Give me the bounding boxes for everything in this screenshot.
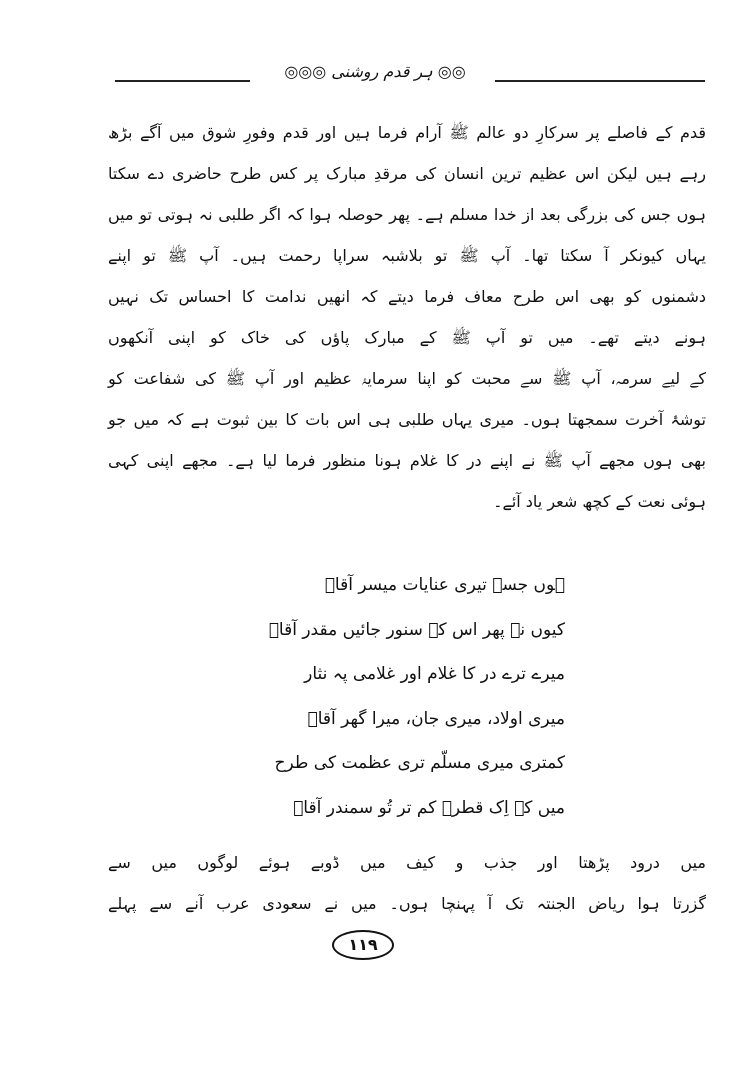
- poem-verse: میرے ترے در کا غلام اور غلامی پہ نثار: [304, 664, 565, 684]
- poem: [215, 563, 565, 830]
- text-line: رہے ہیں لیکن اس عظیم ترین انسان کی مرقدِ مبارک پر کس طرح حاضری دے سکتا: [108, 164, 706, 183]
- book-title: ہر قدم روشنی: [331, 62, 433, 81]
- header-rule-left: [115, 80, 250, 82]
- header-rule-right: [495, 80, 705, 82]
- text-line: قدم کے فاصلے پر سرکارِ دو عالم ﷺ آرام فرما ہیں اور قدم وفورِ شوق میں آگے بڑھ: [108, 123, 706, 142]
- text-line: میں درود پڑھتا اور جذب و کیف میں ڈوبے ہوئے لوگوں میں سے: [108, 853, 706, 872]
- poem-verse: کمتری میری مسلّم تری عظمت کی طرح: [274, 753, 565, 773]
- text-line: گزرتا ہوا ریاض الجنتہ تک آ پہنچا ہوں۔ میں نے سعودی عرب آنے سے پہلے: [108, 894, 706, 913]
- text-line: دشمنوں کو بھی اس طرح معاف فرما دیتے کہ انھیں ندامت کا احساس تک نہیں: [108, 287, 706, 306]
- poem-verse: ہوں جسے تیری عنایات میسر آقاؐ: [324, 575, 565, 595]
- text-line: ہونے دیتے تھے۔ میں تو آپ ﷺ کے مبارک پاؤں کی خاک کو اپنی آنکھوں: [108, 328, 706, 347]
- paragraph-1: [108, 112, 706, 522]
- paragraph-2: [108, 842, 706, 924]
- text-line: بھی ہوں مجھے آپ ﷺ نے اپنے در کا غلام ہونا منظور فرما لیا ہے۔ مجھے اپنی کہی: [108, 451, 706, 470]
- text-line: کے لیے سرمہ، آپ ﷺ سے محبت کو اپنا سرمایۂ عظیم اور آپ ﷺ کی شفاعت کو: [108, 369, 706, 388]
- page-number: ۱۱۹: [332, 930, 394, 960]
- poem-verse: میری اولاد، میری جان، میرا گھر آقاؐ: [307, 708, 565, 729]
- running-header: [115, 62, 705, 90]
- text-line: ہوں جس کی بزرگی بعد از خدا مسلم ہے۔ پھر حوصلہ ہوا کہ اگر طلبی نہ ہوتی تو میں: [108, 205, 706, 224]
- text-line: توشۂ آخرت سمجھتا ہوں۔ میری یہاں طلبی ہی اس بات کا بین ثبوت ہے کہ میں جو: [108, 410, 706, 429]
- ornament-icon: ◎◎◎: [284, 62, 327, 81]
- text-line: یہاں کیونکر آ سکتا تھا۔ آپ ﷺ تو بلاشبہ سراپا رحمت ہیں۔ آپ ﷺ تو اپنے: [108, 246, 706, 265]
- poem-verse: کیوں نہ پھر اس کے سنور جائیں مقدر آقاؐ: [268, 619, 565, 640]
- poem-verse: میں کہ اِک قطرۂ کم تر تُو سمندر آقاؐ: [293, 797, 565, 818]
- ornament-icon: ◎◎: [437, 62, 466, 81]
- header-title-block: [255, 62, 495, 81]
- text-line: ہوئی نعت کے کچھ شعر یاد آئے۔: [493, 492, 706, 511]
